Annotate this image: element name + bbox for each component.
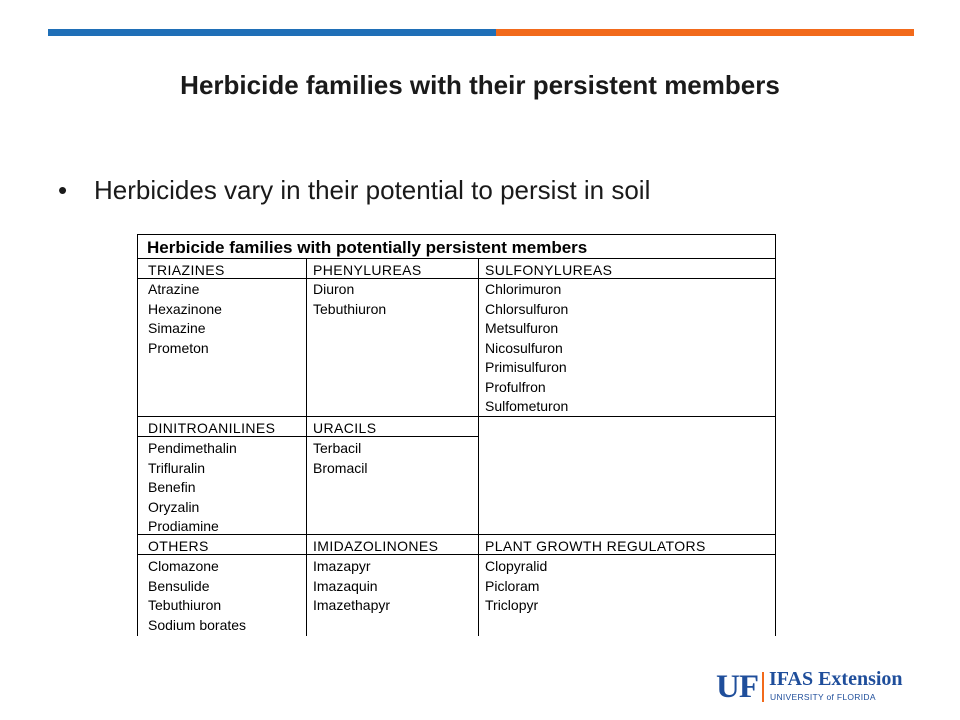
list-item: Terbacil [313, 440, 362, 456]
list-item: Sulfometuron [485, 398, 569, 414]
list-item: Hexazinone [148, 300, 222, 317]
header-triazines: TRIAZINES [148, 262, 225, 278]
rule-under-title [138, 258, 775, 259]
list-item: Bromacil [313, 459, 368, 476]
logo-name: IFAS Extension [769, 668, 903, 690]
bullet-text: Herbicides vary in their potential to persist in soil [94, 175, 651, 205]
logo-subtitle: UNIVERSITY of FLORIDA [770, 692, 876, 702]
list-item: Bensulide [148, 577, 210, 594]
list-item: Clomazone [148, 558, 219, 574]
rule-under-header-2 [138, 436, 478, 437]
list-item: Pendimethalin [148, 440, 237, 456]
column-divider-2 [478, 258, 479, 636]
rule-above-header-2 [138, 416, 775, 417]
list-item: Simazine [148, 320, 206, 336]
header-plant-growth-regulators: PLANT GROWTH REGULATORS [485, 538, 706, 554]
list-item: Triclopyr [485, 597, 539, 613]
logo-separator [762, 672, 764, 702]
list-item: Tebuthiuron [148, 597, 222, 613]
header-accent-bar-blue [48, 29, 496, 36]
list-item: Profulfron [485, 378, 546, 395]
rule-under-header-1 [138, 278, 775, 279]
list-item: Picloram [485, 577, 540, 594]
uracils-list [313, 439, 367, 478]
list-item: Oryzalin [148, 498, 200, 515]
list-item: Primisulfuron [485, 359, 567, 375]
header-accent-bar-orange [496, 29, 914, 36]
column-divider-1 [306, 258, 307, 636]
triazines-list [148, 280, 222, 358]
list-item: Prometon [148, 339, 209, 356]
uf-ifas-extension-logo [716, 665, 916, 707]
header-imidazolinones: IMIDAZOLINONES [313, 538, 439, 554]
rule-under-header-3 [138, 554, 775, 555]
list-item: Imazaquin [313, 577, 378, 594]
list-item: Sodium borates [148, 616, 247, 633]
header-sulfonylureas: SULFONYLUREAS [485, 262, 613, 278]
list-item: Imazethapyr [313, 597, 391, 613]
plant-growth-regulators-list [485, 557, 547, 616]
header-dinitroanilines: DINITROANILINES [148, 420, 276, 436]
table-title: Herbicide families with potentially persistent members [147, 238, 588, 257]
bullet-mark: • [58, 175, 68, 205]
header-others: OTHERS [148, 538, 209, 554]
list-item: Atrazine [148, 281, 200, 297]
dinitroanilines-list [148, 439, 237, 537]
list-item: Prodiamine [148, 518, 219, 534]
list-item: Diuron [313, 281, 355, 297]
list-item: Metsulfuron [485, 320, 559, 336]
list-item: Imazapyr [313, 558, 371, 574]
list-item: Benefin [148, 479, 196, 495]
bullet-item [58, 175, 650, 206]
header-phenylureas: PHENYLUREAS [313, 262, 422, 278]
sulfonylureas-list [485, 280, 568, 417]
list-item: Clopyralid [485, 558, 548, 574]
list-item: Trifluralin [148, 459, 206, 476]
herbicide-table [137, 234, 776, 636]
imidazolinones-list [313, 557, 390, 616]
uf-logo-mark: UF [716, 669, 758, 705]
list-item: Tebuthiuron [313, 300, 387, 317]
slide-title: Herbicide families with their persistent members [180, 70, 780, 100]
list-item: Chlorimuron [485, 281, 562, 297]
phenylureas-list [313, 280, 386, 319]
list-item: Chlorsulfuron [485, 300, 569, 317]
others-list [148, 557, 246, 635]
list-item: Nicosulfuron [485, 339, 563, 356]
header-uracils: URACILS [313, 420, 377, 436]
